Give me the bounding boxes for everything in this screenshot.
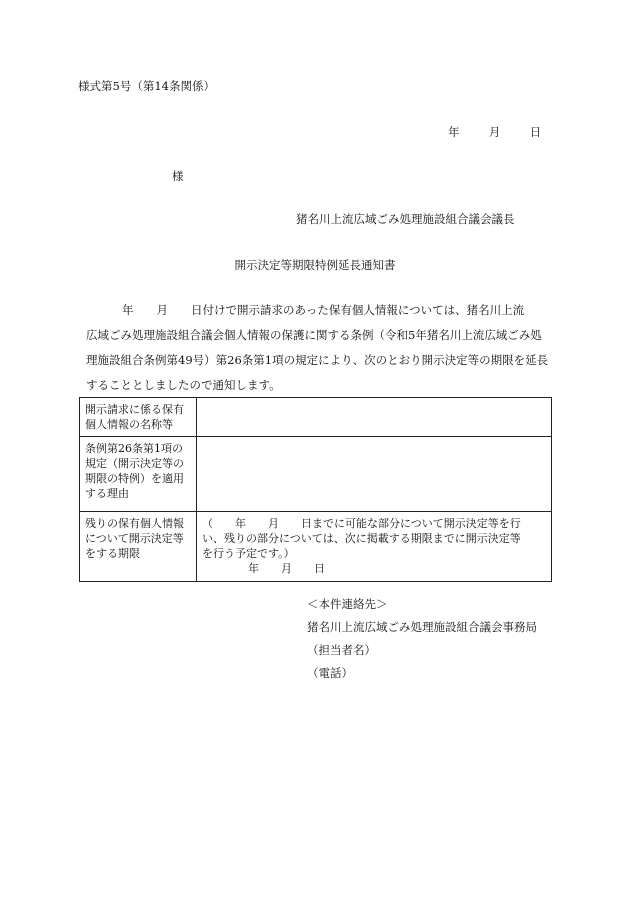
date-line — [448, 124, 541, 140]
body-line: 年 月 日付けで開示請求のあった保有個人情報については、猪名川上流 — [122, 303, 525, 317]
date-year: 年 — [448, 125, 460, 139]
contact-office: 猪名川上流広域ごみ処理施設組合議会事務局 — [307, 620, 537, 634]
addressee-suffix: 様 — [172, 169, 184, 183]
date-day: 日 — [529, 125, 542, 139]
body-line: 広域ごみ処理施設組合議会個人情報の保護に関する条例（令和5年猪名川上流広域ごみ処 — [86, 328, 542, 342]
contact-heading: ＜本件連絡先＞ — [307, 597, 388, 611]
body-text — [86, 298, 556, 398]
contact-phone: （電話） — [307, 666, 353, 680]
sender: 猪名川上流広域ごみ処理施設組合議会議長 — [296, 212, 515, 226]
contact-person: （担当者名） — [307, 643, 376, 657]
table-row — [80, 437, 552, 512]
body-line: 理施設組合条例第49号）第26条第1項の規定により、次のとおり開示決定等の期限を延長 — [86, 353, 549, 367]
row-value: （ 年 月 日までに可能な部分について開示決定等を行 い、残りの部分については、次に掲載する期限までに開示決定等 を行う予定です。） 年 月 日 — [197, 512, 552, 582]
body-line: することとしましたので通知します。 — [86, 378, 281, 392]
table-row — [80, 398, 552, 437]
table-row — [80, 512, 552, 582]
form-number: 様式第5号（第14条関係） — [78, 79, 215, 93]
row-value — [197, 437, 552, 512]
contact-block — [307, 593, 537, 685]
date-month: 月 — [488, 125, 501, 139]
row-label: 残りの保有個人情報 について開示決定等 をする期限 — [80, 512, 197, 582]
row-value — [197, 398, 552, 437]
row-label: 開示請求に係る保有 個人情報の名称等 — [80, 398, 197, 437]
info-table — [79, 397, 552, 582]
row-label: 条例第26条第1項の 規定（開示決定等の 期限の特例）を適用 する理由 — [80, 437, 197, 512]
document-title: 開示決定等期限特例延長通知書 — [234, 258, 396, 272]
